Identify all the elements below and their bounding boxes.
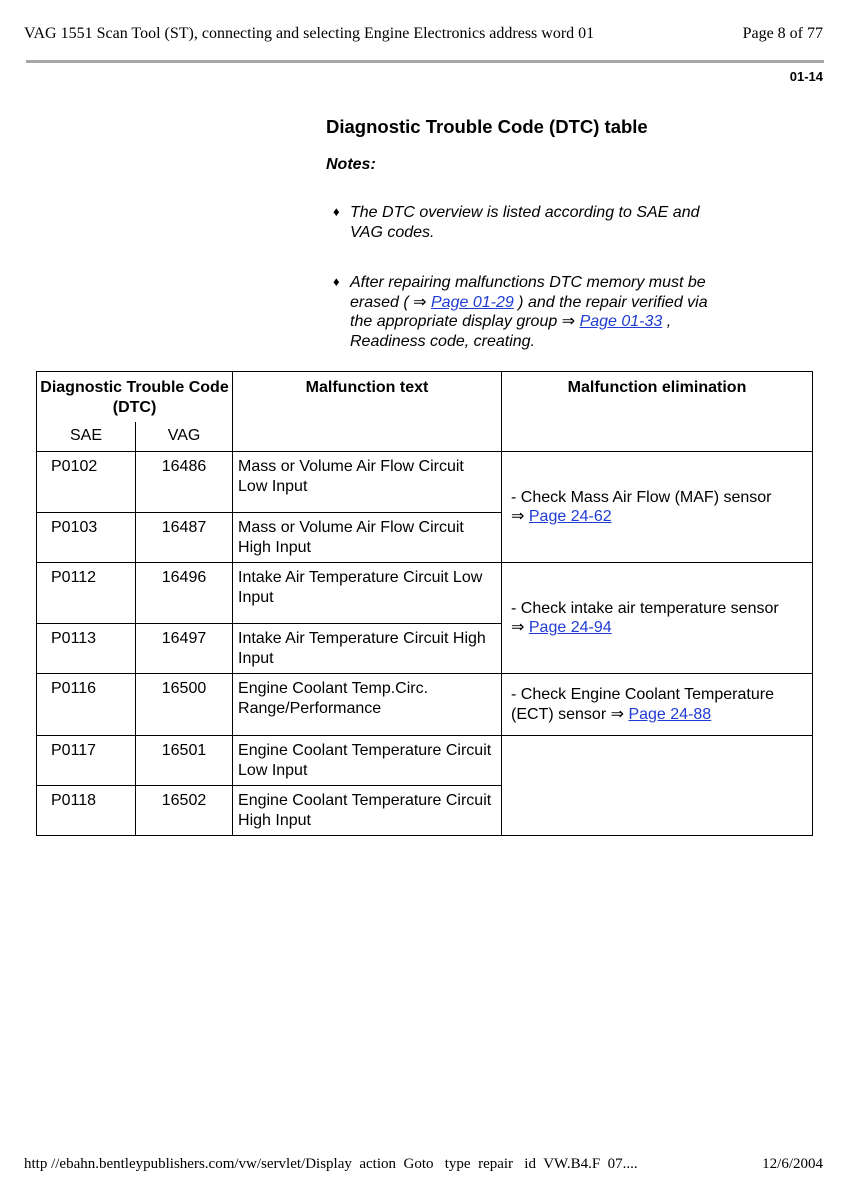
- diamond-bullet-icon: ♦: [333, 204, 340, 219]
- vag-code: 16486: [136, 452, 233, 513]
- link-page-01-33[interactable]: Page 01-33: [579, 313, 663, 330]
- arrow-icon: ⇒: [413, 293, 427, 311]
- note-item: [333, 203, 730, 242]
- link-page-24-62[interactable]: Page 24-62: [528, 508, 612, 525]
- vag-code: 16487: [136, 513, 233, 563]
- note-text: ) and the repair verified via the appropriate display group: [350, 293, 708, 330]
- elimination-cell: [502, 563, 813, 674]
- arrow-icon: ⇒: [561, 313, 576, 330]
- link-page-24-88[interactable]: Page 24-88: [628, 705, 712, 723]
- vag-code: 16500: [136, 674, 233, 736]
- vag-code: 16497: [136, 624, 233, 674]
- vag-code: 16501: [136, 736, 233, 786]
- table-row: [37, 563, 813, 624]
- arrow-icon: ⇒: [610, 705, 624, 723]
- header-dtc: Diagnostic Trouble Code (DTC): [37, 372, 233, 422]
- sae-code: P0113: [37, 624, 136, 674]
- malfunction-text: Engine Coolant Temperature Circuit High Input: [233, 786, 502, 836]
- vag-code: 16496: [136, 563, 233, 624]
- elimination-cell: [502, 674, 813, 736]
- note-text: , Readiness code, creating.: [350, 313, 672, 350]
- elimination-cell: [502, 452, 813, 563]
- arrow-icon: ⇒: [511, 619, 525, 636]
- table-row: [37, 674, 813, 736]
- sae-code: P0116: [37, 674, 136, 736]
- note-text: After repairing malfunctions DTC memory must be erased (: [350, 274, 706, 311]
- header-divider: [26, 60, 824, 63]
- sae-code: P0112: [37, 563, 136, 624]
- footer-date: 12/6/2004: [762, 1156, 823, 1172]
- table-row: [37, 736, 813, 786]
- link-page-01-29[interactable]: Page 01-29: [431, 293, 514, 311]
- sae-code: P0103: [37, 513, 136, 563]
- link-page-24-94[interactable]: Page 24-94: [528, 619, 612, 636]
- header-malfunction-elimination: Malfunction elimination: [502, 372, 813, 452]
- malfunction-text: Engine Coolant Temp.Circ. Range/Performance: [233, 674, 502, 736]
- section-code: 01-14: [789, 69, 823, 84]
- dtc-table: [36, 371, 813, 836]
- page-number: Page 8 of 77: [742, 25, 823, 42]
- header-vag: VAG: [136, 422, 233, 452]
- sae-code: P0117: [37, 736, 136, 786]
- note-text: The DTC overview is listed according to SAE and VAG codes.: [350, 204, 700, 241]
- footer-url: http //ebahn.bentleypublishers.com/vw/servlet/Display action Goto type repair id VW.B4.F 07....: [24, 1156, 638, 1172]
- sae-code: P0118: [37, 786, 136, 836]
- malfunction-text: Mass or Volume Air Flow Circuit Low Input: [233, 452, 502, 513]
- notes-label: Notes:: [326, 156, 376, 173]
- malfunction-text: Intake Air Temperature Circuit High Input: [233, 624, 502, 674]
- elimination-text: - Check Engine Coolant Temperature (ECT) sensor: [511, 686, 774, 723]
- vag-code: 16502: [136, 786, 233, 836]
- sae-code: P0102: [37, 452, 136, 513]
- document-title: Diagnostic Trouble Code (DTC) table: [326, 116, 648, 137]
- malfunction-text: Engine Coolant Temperature Circuit Low Input: [233, 736, 502, 786]
- header-title: VAG 1551 Scan Tool (ST), connecting and selecting Engine Electronics address word 01: [24, 25, 595, 42]
- malfunction-text: Intake Air Temperature Circuit Low Input: [233, 563, 502, 624]
- note-item: [333, 273, 730, 351]
- header-malfunction-text: Malfunction text: [233, 372, 502, 452]
- elimination-cell-empty: [502, 736, 813, 836]
- header-sae: SAE: [37, 422, 136, 452]
- diamond-bullet-icon: ♦: [333, 274, 340, 289]
- arrow-icon: ⇒: [511, 508, 525, 525]
- elimination-text: - Check Mass Air Flow (MAF) sensor: [511, 488, 772, 506]
- elimination-text: - Check intake air temperature sensor: [511, 599, 779, 617]
- malfunction-text: Mass or Volume Air Flow Circuit High Input: [233, 513, 502, 563]
- table-row: [37, 452, 813, 513]
